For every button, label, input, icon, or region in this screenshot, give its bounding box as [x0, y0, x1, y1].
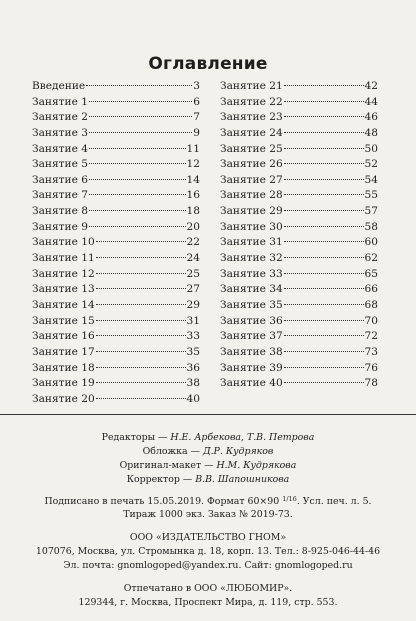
toc-entry: [32, 221, 200, 237]
toc-entry-page: 12: [186, 158, 200, 171]
toc-entry-label: Занятие 30: [220, 220, 283, 233]
dot-leader: [86, 85, 192, 86]
toc-entry: [32, 174, 200, 190]
toc-entry-label: Занятие 39: [220, 361, 283, 374]
toc-entry: [32, 96, 200, 112]
toc-entry-label: Занятие 34: [220, 283, 283, 296]
toc-entry-page: 65: [364, 267, 378, 280]
publisher-address: 107076, Москва, ул. Стромынка д. 18, корп. 13. Тел.: 8-925-046-44-46: [35, 546, 381, 557]
toc-entry: [220, 205, 378, 221]
dot-leader: [96, 351, 186, 352]
toc-entry: [32, 299, 200, 315]
toc-entry-label: Занятие 7: [32, 189, 88, 202]
toc-entry-page: 31: [186, 314, 200, 327]
section-divider: [0, 414, 416, 415]
toc-entry: [32, 111, 200, 127]
printer-address: 129344, г. Москва, Проспект Мира, д. 119, стр. 553.: [78, 597, 338, 608]
credit-role: Редакторы —: [101, 432, 171, 443]
toc-entry-label: Занятие 32: [220, 252, 283, 265]
toc-entry-page: 22: [186, 236, 200, 249]
credit-names: В.В. Шапошникова: [195, 474, 290, 485]
toc-entry: [32, 236, 200, 252]
toc-entry: [32, 283, 200, 299]
toc-entry-label: Занятие 1: [32, 95, 88, 108]
toc-entry: [32, 252, 200, 268]
toc-entry: [220, 283, 378, 299]
dot-leader: [284, 320, 364, 321]
toc-entry-page: 7: [193, 111, 200, 124]
toc-entry-page: 52: [364, 158, 378, 171]
dot-leader: [284, 226, 364, 227]
dot-leader: [284, 288, 364, 289]
toc-entry-label: Занятие 36: [220, 314, 283, 327]
toc-entry-label: Занятие 14: [32, 298, 95, 311]
dot-leader: [96, 382, 186, 383]
toc-entry-page: 3: [193, 80, 200, 92]
toc-entry-label: Занятие 38: [220, 345, 283, 358]
publisher-contacts: Эл. почта: gnomlogoped@yandex.ru. Сайт: gnomlogoped.ru: [63, 560, 353, 571]
toc-entry-label: Введение: [32, 80, 86, 92]
dot-leader: [284, 148, 364, 149]
toc-entry-page: 36: [186, 361, 200, 374]
dot-leader: [284, 304, 364, 305]
toc-entry-page: 72: [364, 330, 378, 343]
toc-entry-label: Занятие 6: [32, 173, 88, 186]
toc-entry-page: 33: [186, 330, 200, 343]
toc-entry-label: Занятие 33: [220, 267, 283, 280]
dot-leader: [284, 210, 364, 211]
credit-names: Д.Р. Кудряков: [202, 446, 274, 457]
toc-entry-label: Занятие 13: [32, 283, 95, 296]
toc-entry: [220, 299, 378, 315]
credit-names: Н.М. Кудрякова: [216, 460, 297, 471]
credit-line: [0, 446, 416, 457]
toc-entry-page: 16: [186, 189, 200, 202]
toc-entry-label: Занятие 8: [32, 205, 88, 218]
toc-entry-page: 54: [364, 173, 378, 186]
dot-leader: [284, 367, 364, 368]
toc-entry-page: 44: [364, 95, 378, 108]
credit-role: Обложка —: [142, 446, 203, 457]
dot-leader: [96, 320, 186, 321]
toc-entry-label: Занятие 3: [32, 126, 88, 139]
toc-entry-page: 58: [364, 220, 378, 233]
toc-entry-page: 25: [186, 267, 200, 280]
dot-leader: [284, 351, 364, 352]
dot-leader: [284, 194, 364, 195]
toc-entry-label: Занятие 26: [220, 158, 283, 171]
printed-at: Отпечатано в ООО «ЛЮБОМИР».: [123, 583, 293, 594]
credit-role: Оригинал-макет —: [119, 460, 217, 471]
dot-leader: [284, 273, 364, 274]
toc-entry: [220, 268, 378, 284]
dot-leader: [96, 241, 186, 242]
dot-leader: [96, 257, 186, 258]
toc-entry: [220, 111, 378, 127]
dot-leader: [96, 335, 186, 336]
toc-entry-page: 6: [193, 95, 200, 108]
dot-leader: [89, 179, 186, 180]
toc-entry-page: 62: [364, 252, 378, 265]
credit-line: [0, 432, 416, 443]
toc-entry-page: 48: [364, 126, 378, 139]
toc-entry: [32, 80, 200, 96]
dot-leader: [284, 132, 364, 133]
dot-leader: [284, 257, 364, 258]
toc-entry-label: Занятие 11: [32, 252, 95, 265]
dot-leader: [89, 132, 192, 133]
toc-entry-label: Занятие 31: [220, 236, 283, 249]
dot-leader: [89, 210, 186, 211]
toc-entry-page: 73: [364, 345, 378, 358]
dot-leader: [96, 288, 186, 289]
toc-entry-label: Занятие 18: [32, 361, 95, 374]
toc-entry-page: 42: [364, 80, 378, 92]
toc-entry-label: Занятие 21: [220, 80, 283, 92]
toc-entry: [32, 205, 200, 221]
toc-entry-label: Занятие 28: [220, 189, 283, 202]
dot-leader: [89, 116, 192, 117]
toc-entry-label: Занятие 16: [32, 330, 95, 343]
toc-entry-label: Занятие 22: [220, 95, 283, 108]
dot-leader: [89, 148, 186, 149]
toc-entry: [220, 174, 378, 190]
toc-entry-label: Занятие 29: [220, 205, 283, 218]
toc-entry-page: 78: [364, 377, 378, 390]
toc-entry-label: Занятие 5: [32, 158, 88, 171]
toc-entry: [32, 362, 200, 378]
toc-entry: [32, 268, 200, 284]
format-fraction: 1/16: [282, 495, 297, 503]
toc-entry: [32, 315, 200, 331]
print-details-text: . Усл. печ. л. 5.: [296, 496, 372, 507]
toc-entry-page: 24: [186, 252, 200, 265]
toc-entry-label: Занятие 19: [32, 377, 95, 390]
toc-title: Оглавление: [148, 54, 268, 74]
toc-entry: [220, 377, 378, 393]
toc-entry-label: Занятие 37: [220, 330, 283, 343]
toc-entry: [220, 143, 378, 159]
toc-entry-label: Занятие 25: [220, 142, 283, 155]
dot-leader: [284, 335, 364, 336]
toc-entry-page: 46: [364, 111, 378, 124]
toc-entry: [32, 143, 200, 159]
dot-leader: [89, 163, 186, 164]
toc-entry-page: 57: [364, 205, 378, 218]
dot-leader: [89, 194, 186, 195]
credit-line: [0, 460, 416, 471]
toc-entry-label: Занятие 12: [32, 267, 95, 280]
toc-entry: [220, 252, 378, 268]
toc-entry-label: Занятие 23: [220, 111, 283, 124]
toc-entry: [32, 158, 200, 174]
toc-entry: [220, 346, 378, 362]
toc-entry: [220, 236, 378, 252]
dot-leader: [96, 304, 186, 305]
print-details: [0, 495, 416, 507]
dot-leader: [96, 273, 186, 274]
toc-entry-page: 14: [186, 173, 200, 186]
toc-entry-page: 50: [364, 142, 378, 155]
toc-entry: [32, 393, 200, 409]
print-details-text: Подписано в печать 15.05.2019. Формат 60×90: [44, 496, 283, 507]
toc-entry: [32, 377, 200, 393]
toc-entry-label: Занятие 27: [220, 173, 283, 186]
toc-entry-page: 9: [193, 126, 200, 139]
toc-entry: [32, 127, 200, 143]
dot-leader: [284, 116, 364, 117]
dot-leader: [284, 179, 364, 180]
toc-entry: [220, 96, 378, 112]
dot-leader: [284, 101, 364, 102]
toc-entry-page: 55: [364, 189, 378, 202]
dot-leader: [89, 101, 192, 102]
toc-entry-label: Занятие 24: [220, 126, 283, 139]
print-run: Тираж 1000 экз. Заказ № 2019-73.: [123, 509, 293, 520]
toc-entry: [32, 346, 200, 362]
toc-entry-page: 40: [186, 392, 200, 405]
toc-entry-page: 27: [186, 283, 200, 296]
credit-names: Н.Е. Арбекова, Т.В. Петрова: [170, 432, 315, 443]
toc-entry: [220, 330, 378, 346]
credit-role: Корректор —: [126, 474, 196, 485]
toc-entry-label: Занятие 17: [32, 345, 95, 358]
toc-entry-page: 66: [364, 283, 378, 296]
dot-leader: [284, 241, 364, 242]
toc-entry: [220, 189, 378, 205]
toc-entry-page: 20: [186, 220, 200, 233]
toc-entry-page: 29: [186, 298, 200, 311]
toc-entry-label: Занятие 10: [32, 236, 95, 249]
toc-entry-page: 18: [186, 205, 200, 218]
toc-entry-page: 60: [364, 236, 378, 249]
toc-entry-page: 70: [364, 314, 378, 327]
toc-entry-page: 68: [364, 298, 378, 311]
toc-entry: [220, 158, 378, 174]
dot-leader: [284, 382, 364, 383]
toc-entry: [220, 80, 378, 96]
publisher-name: ООО «ИЗДАТЕЛЬСТВО ГНОМ»: [129, 532, 287, 543]
toc-entry-page: 76: [364, 361, 378, 374]
toc-entry-label: Занятие 40: [220, 377, 283, 390]
toc-entry: [220, 127, 378, 143]
toc-entry-page: 35: [186, 345, 200, 358]
toc-entry-label: Занятие 4: [32, 142, 88, 155]
toc-entry: [32, 330, 200, 346]
toc-entry-label: Занятие 15: [32, 314, 95, 327]
toc-column-left: [32, 80, 200, 408]
toc-entry: [220, 221, 378, 237]
dot-leader: [89, 226, 186, 227]
toc-entry-page: 11: [186, 142, 200, 155]
dot-leader: [284, 163, 364, 164]
credit-line: [0, 474, 416, 485]
toc-column-right: [220, 80, 378, 393]
toc-entry: [220, 315, 378, 331]
toc-entry: [32, 189, 200, 205]
dot-leader: [96, 367, 186, 368]
toc-entry-label: Занятие 35: [220, 298, 283, 311]
toc-entry-label: Занятие 9: [32, 220, 88, 233]
toc-entry-label: Занятие 20: [32, 392, 95, 405]
dot-leader: [284, 85, 364, 86]
toc-entry-label: Занятие 2: [32, 111, 88, 124]
toc-entry-page: 38: [186, 377, 200, 390]
dot-leader: [96, 398, 186, 399]
toc-entry: [220, 362, 378, 378]
